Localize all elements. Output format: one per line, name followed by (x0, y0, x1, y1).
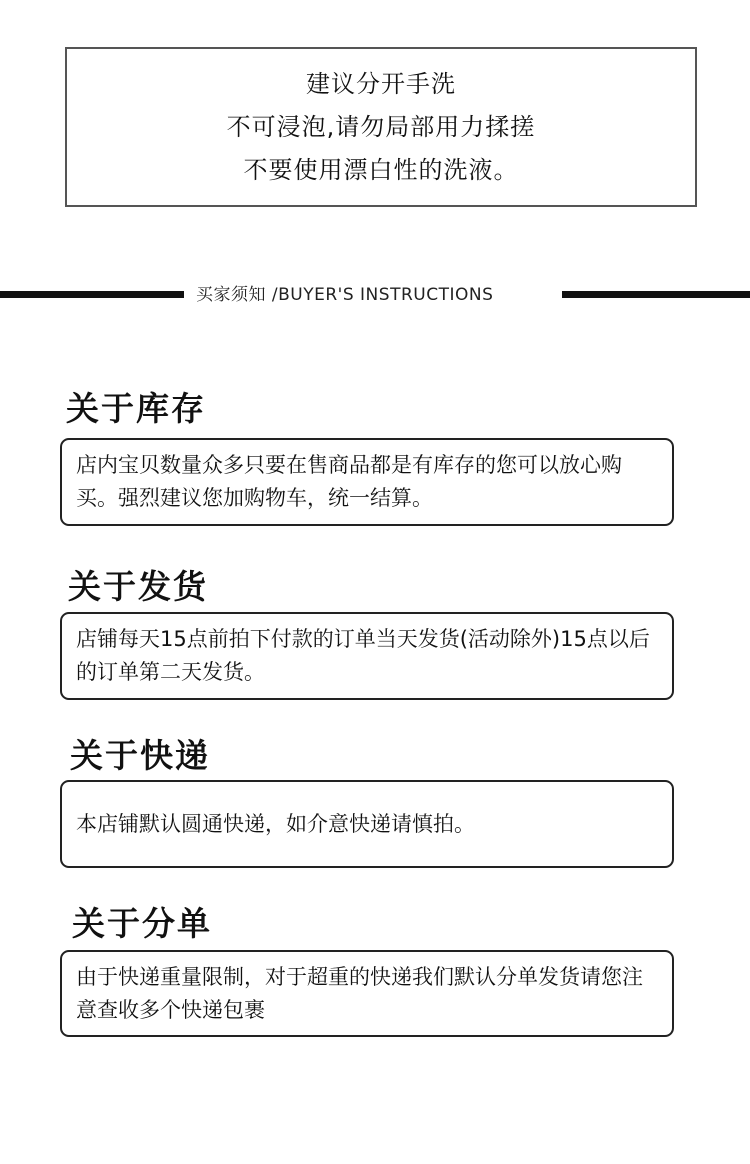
care-line: 不可浸泡,请勿局部用力揉搓 (226, 112, 536, 141)
inventory-info-box (60, 438, 674, 526)
divider-bar-right (562, 291, 750, 298)
inventory-info-text: 店内宝贝数量众多只要在售商品都是有库存的您可以放心购买。强烈建议您加购物车，统一结算。 (76, 453, 622, 510)
courier-info-box (60, 780, 674, 868)
divider-bar-left (0, 291, 184, 298)
section-title-courier: 关于快递 (70, 736, 210, 775)
split-order-info-box (60, 950, 674, 1037)
care-line: 建议分开手洗 (306, 69, 456, 98)
shipping-info-box (60, 612, 674, 700)
care-line: 不要使用漂白性的洗液。 (243, 155, 519, 184)
buyer-instructions-divider (0, 280, 750, 310)
courier-info-text: 本店铺默认圆通快递，如介意快递请慎拍。 (76, 811, 475, 836)
shipping-info-text: 店铺每天15点前拍下付款的订单当天发货(活动除外)15点以后的订单第二天发货。 (76, 627, 650, 684)
care-notice-box (65, 47, 697, 207)
section-title-shipping: 关于发货 (68, 567, 208, 606)
section-title-inventory: 关于库存 (66, 389, 206, 428)
section-title-split-order: 关于分单 (72, 904, 212, 943)
split-order-info-text: 由于快递重量限制，对于超重的快递我们默认分单发货请您注意查收多个快递包裹 (76, 964, 643, 1022)
divider-heading: 买家须知 /BUYER'S INSTRUCTIONS (196, 285, 494, 305)
